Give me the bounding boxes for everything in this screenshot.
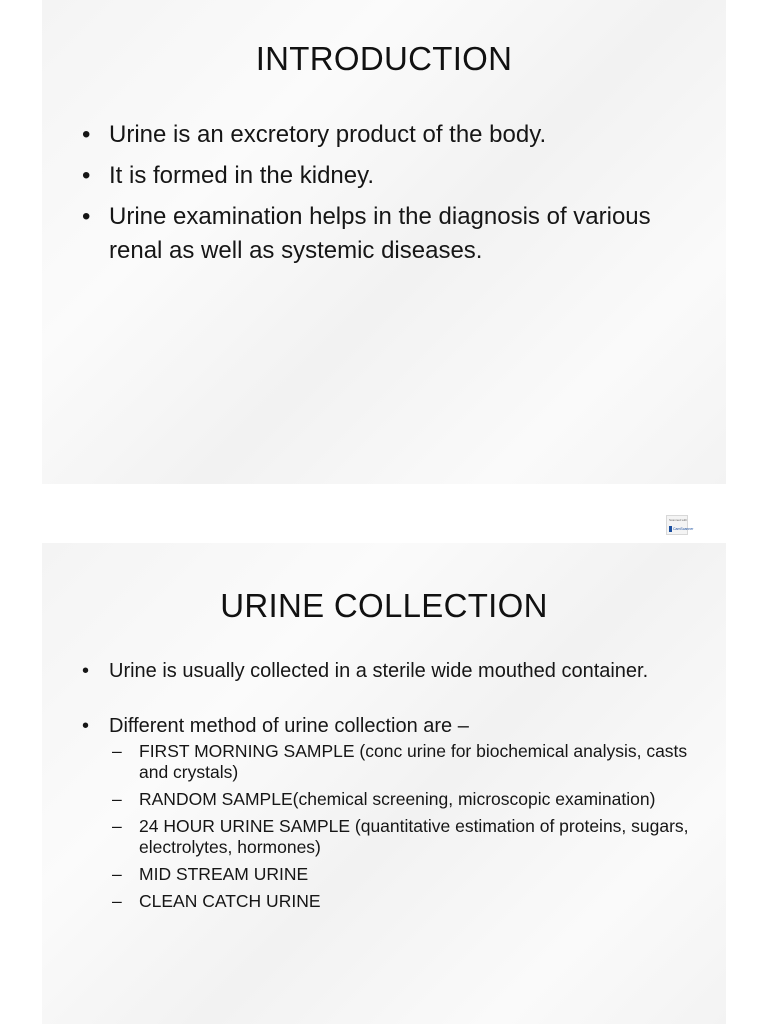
bullet-icon: • xyxy=(82,162,91,189)
dash-icon: – xyxy=(112,741,122,761)
slide-title: URINE COLLECTION xyxy=(220,587,548,624)
camscanner-logo-icon xyxy=(669,526,672,532)
bullet-icon: • xyxy=(82,121,91,148)
dash-icon: – xyxy=(112,864,122,884)
slide-title: INTRODUCTION xyxy=(255,40,513,77)
sub-item-text: MID STREAM URINE xyxy=(139,864,309,884)
collection-method-list xyxy=(109,741,696,912)
slide-introduction xyxy=(42,0,726,484)
sub-item-text: CLEAN CATCH URINE xyxy=(139,891,321,911)
sub-item xyxy=(112,891,696,912)
bullet-icon: • xyxy=(82,715,90,737)
dash-icon: – xyxy=(112,891,122,911)
slide-urine-collection xyxy=(42,543,726,1024)
sub-item-text: RANDOM SAMPLE(chemical screening, microscopic examination) xyxy=(139,789,656,809)
bullet-item xyxy=(82,200,696,268)
bullet-text: Urine is usually collected in a sterile wide mouthed container. xyxy=(109,660,649,682)
watermark-brand: CamScanner xyxy=(673,527,694,531)
dash-icon: – xyxy=(112,816,122,836)
bullet-text: It is formed in the kidney. xyxy=(109,162,375,189)
bullet-item xyxy=(82,159,696,193)
camscanner-watermark xyxy=(666,515,694,535)
bullet-list xyxy=(82,118,696,275)
bullet-icon: • xyxy=(82,660,90,682)
bullet-list xyxy=(82,659,696,942)
bullet-item xyxy=(82,118,696,152)
bullet-text: Different method of urine collection are – xyxy=(109,715,469,737)
dash-icon: – xyxy=(112,789,122,809)
sub-item xyxy=(112,816,696,858)
sub-item-text: FIRST MORNING SAMPLE (conc urine for biochemical analysis, casts and crystals) xyxy=(139,741,688,782)
watermark-caption: Scanned with xyxy=(669,518,688,522)
bullet-item xyxy=(82,714,696,912)
sub-item xyxy=(112,789,696,810)
sub-item-text: 24 HOUR URINE SAMPLE (quantitative estimation of proteins, sugars, electrolytes, hormones) xyxy=(139,816,689,857)
bullet-text: Urine examination helps in the diagnosis of various renal as well as systemic diseases. xyxy=(109,203,651,264)
bullet-icon: • xyxy=(82,203,91,230)
sub-item xyxy=(112,741,696,783)
bullet-item xyxy=(82,659,696,684)
bullet-text: Urine is an excretory product of the body. xyxy=(109,121,547,148)
sub-item xyxy=(112,864,696,885)
